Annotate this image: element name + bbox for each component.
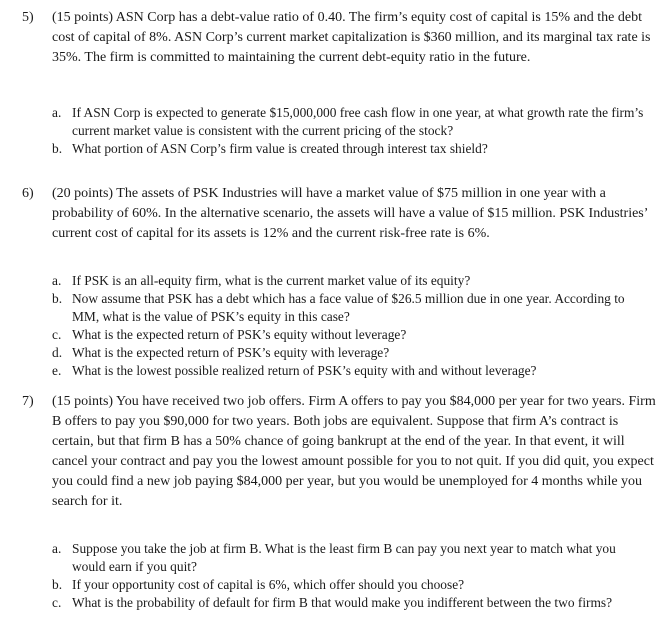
part-text: Now assume that PSK has a debt which has a face value of $26.5 million due in one year. According to MM, what is the value of PSK’s equity in this case? (72, 291, 625, 324)
question-5-parts (52, 104, 652, 158)
part-letter: a. (52, 541, 62, 556)
part-text: What is the expected return of PSK’s equity with leverage? (72, 345, 390, 360)
question-number: 5) (22, 10, 34, 25)
part-letter: e. (52, 363, 62, 378)
part-letter: b. (52, 141, 63, 156)
part-letter: a. (52, 105, 62, 120)
part-letter: a. (52, 273, 62, 288)
question-6-parts (52, 272, 652, 380)
list-item (52, 540, 652, 576)
part-letter: b. (52, 291, 63, 306)
part-text: If PSK is an all-equity firm, what is the current market value of its equity? (72, 273, 471, 288)
list-item (52, 140, 652, 158)
cropped-previous-line (40, 0, 600, 4)
question-stem: (15 points) You have received two job offers. Firm A offers to pay you $84,000 per year for two years. Firm B offers to pay you $90,000 for two years. Both jobs are equivalent. Suppose that firm A’s contract is certain, but that firm B has a 50% chance of going bankrupt at the end of the year. In that event, it will cancel your contract and pay you the lowest amount possible for you to not quit. If you did quit, you expect you could find a new job paying $84,000 per year, but you would be unemployed for 4 months while you search for it. (52, 394, 656, 509)
list-item (52, 362, 652, 380)
question-stem: (20 points) The assets of PSK Industries will have a market value of $75 million in one year with a probability of 60%. In the alternative scenario, the assets will have a value of $15 million. PSK Industries’ current cost of capital for its assets is 12% and the current risk-free rate is 6%. (52, 186, 648, 241)
part-text: Suppose you take the job at firm B. What is the least firm B can pay you next year to match what you would earn if you quit? (72, 541, 616, 574)
list-item (52, 326, 652, 344)
question-number: 6) (22, 186, 34, 201)
part-text: What is the expected return of PSK’s equity without leverage? (72, 327, 407, 342)
part-text: If ASN Corp is expected to generate $15,000,000 free cash flow in one year, at what growth rate the firm’s current market value is consistent with the current pricing of the stock? (72, 105, 644, 138)
part-letter: b. (52, 577, 63, 592)
part-text: What portion of ASN Corp’s firm value is created through interest tax shield? (72, 141, 488, 156)
question-stem: (15 points) ASN Corp has a debt-value ratio of 0.40. The firm’s equity cost of capital is 15% and the debt cost of capital of 8%. ASN Corp’s current market capitalization is $360 million, and its marginal tax rate is 35%. The firm is committed to maintaining the current debt-equity ratio in the future. (52, 10, 651, 65)
question-7 (22, 392, 662, 512)
part-text: What is the lowest possible realized return of PSK’s equity with and without leverage? (72, 363, 537, 378)
list-item (52, 576, 652, 594)
question-number: 7) (22, 394, 34, 409)
list-item (52, 290, 652, 326)
part-letter: c. (52, 327, 62, 342)
list-item (52, 104, 652, 140)
question-7-parts (52, 540, 652, 612)
part-letter: d. (52, 345, 63, 360)
part-text: What is the probability of default for firm B that would make you indifferent between the two firms? (72, 595, 613, 610)
list-item (52, 594, 652, 612)
question-5 (22, 8, 662, 68)
part-letter: c. (52, 595, 62, 610)
list-item (52, 344, 652, 362)
list-item (52, 272, 652, 290)
part-text: If your opportunity cost of capital is 6%, which offer should you choose? (72, 577, 465, 592)
question-6 (22, 184, 662, 244)
